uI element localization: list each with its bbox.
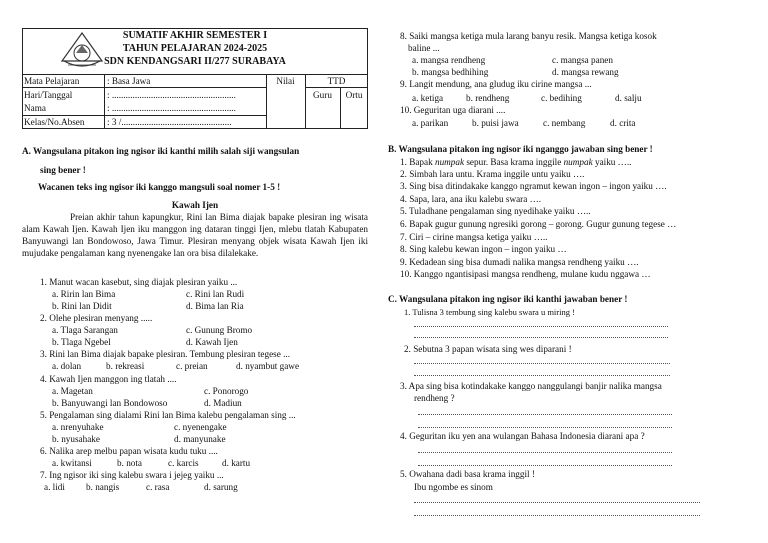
answer-line[interactable] bbox=[414, 502, 700, 503]
essay-b-1 bbox=[400, 156, 631, 168]
section-c-heading: C. Wangsulana pitakon ing ngisor iki kanthi jawaban bener ! bbox=[388, 294, 628, 304]
essay-c-4: 4. Geguritan iku yen ana wulangan Bahasa Indonesia diarani apa ? bbox=[400, 431, 645, 441]
essay-c-1: 1. Tulisna 3 tembung sing kalebu swara u miring ! bbox=[404, 307, 575, 317]
q3-option-b[interactable]: b. rekreasi bbox=[106, 361, 145, 371]
q5-option-d[interactable]: d. manyunake bbox=[174, 434, 226, 444]
question-9: 9. Langit mendung, ana gludug iku cirine mangsa ... bbox=[400, 79, 592, 89]
q2-option-b[interactable]: b. Tlaga Ngebel bbox=[52, 337, 111, 347]
essay-b-3: 3. Sing bisa ditindakake kanggo ngramut kewan ingon – ingon yaiku …. bbox=[400, 181, 667, 191]
field-label-class: Kelas/No.Absen bbox=[24, 117, 85, 127]
q9-option-a[interactable]: a. ketiga bbox=[412, 93, 444, 103]
q10-option-d[interactable]: d. crita bbox=[610, 118, 636, 128]
question-2: 2. Olehe plesiran menyang ..... bbox=[40, 313, 153, 323]
nilai-label: Nilai bbox=[276, 76, 295, 86]
question-6: 6. Nalika arep melbu papan wisata kudu tuku .... bbox=[40, 446, 218, 456]
story-title: Kawah Ijen bbox=[171, 200, 219, 210]
q6-option-c[interactable]: c. karcis bbox=[168, 458, 199, 468]
q8-option-b[interactable]: b. mangsa bedhihing bbox=[412, 67, 489, 77]
q9-option-c[interactable]: c. bedihing bbox=[541, 93, 582, 103]
q5-option-a[interactable]: a. nrenyuhake bbox=[52, 422, 104, 432]
essay-c-3: 3. Apa sing bisa kotindakake kanggo nanggulangi banjir nalika mangsa bbox=[400, 381, 662, 391]
essay-c-2: 2. Sebutna 3 papan wisata sing wes diparani ! bbox=[404, 344, 572, 354]
q6-option-d[interactable]: d. kartu bbox=[222, 458, 251, 468]
essay-b-4: 4. Sapa, lara, ana iku kalebu swara …. bbox=[400, 194, 542, 204]
guru-label: Guru bbox=[313, 90, 332, 100]
q4-option-d[interactable]: d. Madiun bbox=[204, 398, 242, 408]
field-label-subject: Mata Pelajaran bbox=[24, 76, 80, 86]
q2-option-a[interactable]: a. Tlaga Sarangan bbox=[52, 325, 118, 335]
q9-option-d[interactable]: d. salju bbox=[615, 93, 642, 103]
reading-instruction: Wacanen teks ing ngisor iki kanggo mangsuli soal nomer 1-5 ! bbox=[38, 182, 281, 192]
essay-b-1-emph: numpak bbox=[434, 157, 465, 167]
label-column-divider bbox=[104, 74, 105, 129]
school-name: SDN KENDANGSARI II/277 SURABAYA bbox=[104, 56, 286, 67]
essay-c-5-sentence: Ibu ngombe es sinom bbox=[414, 482, 493, 492]
field-row-divider bbox=[22, 87, 266, 88]
q5-option-b[interactable]: b. nyusahake bbox=[52, 434, 100, 444]
q8-option-c[interactable]: c. mangsa panen bbox=[552, 55, 613, 65]
q6-option-a[interactable]: a. kwitansi bbox=[52, 458, 92, 468]
q2-option-d[interactable]: d. Kawah Ijen bbox=[186, 337, 238, 347]
question-5: 5. Pengalaman sing dialami Rini lan Bima kalebu pengalaman sing ... bbox=[40, 410, 296, 420]
q6-option-b[interactable]: b. nota bbox=[117, 458, 143, 468]
answer-line[interactable] bbox=[414, 326, 668, 327]
essay-b-7: 7. Ciri – cirine mangsa ketiga yaiku ….. bbox=[400, 232, 548, 242]
section-b-heading: B. Wangsulana pitakon ing ngisor iki nganggo jawaban sing bener ! bbox=[388, 144, 653, 154]
q1-option-a[interactable]: a. Ririn lan Bima bbox=[52, 289, 116, 299]
field-value-subject: : Basa Jawa bbox=[107, 76, 151, 86]
essay-b-1-mid: sepur. Basa krama inggile bbox=[464, 157, 564, 167]
section-a-heading-cont: sing bener ! bbox=[40, 165, 86, 175]
question-8-cont: baline ... bbox=[408, 43, 440, 53]
q3-option-d[interactable]: d. nyambut gawe bbox=[236, 361, 300, 371]
section-a-heading: A. Wangsulana pitakon ing ngisor iki kanthi milih salah siji wangsulan bbox=[22, 146, 300, 156]
school-year: TAHUN PELAJARAN 2024-2025 bbox=[122, 43, 268, 54]
essay-c-5: 5. Owahana dadi basa krama inggil ! bbox=[400, 469, 535, 479]
answer-line[interactable] bbox=[414, 515, 700, 516]
essay-b-10: 10. Kanggo ngantisipasi mangsa rendheng, mulane kudu nggawa … bbox=[400, 269, 651, 279]
field-value-name[interactable]: : ...................................................... bbox=[107, 103, 236, 113]
essay-b-8: 8. Sing kalebu kewan ingon – ingon yaiku … bbox=[400, 244, 567, 254]
answer-line[interactable] bbox=[418, 465, 672, 466]
essay-b-1-emph2: numpak bbox=[563, 157, 593, 167]
answer-line[interactable] bbox=[414, 337, 668, 338]
ortu-label: Ortu bbox=[345, 90, 363, 100]
field-label-date: Hari/Tanggal bbox=[24, 90, 73, 100]
q10-option-c[interactable]: c. nembang bbox=[543, 118, 586, 128]
question-8: 8. Saiki mangsa ketiga mula larang banyu resik. Mangsa ketiga kosok bbox=[400, 31, 657, 41]
field-label-name: Nama bbox=[24, 103, 46, 113]
q10-option-b[interactable]: b. puisi jawa bbox=[472, 118, 519, 128]
field-value-class[interactable]: : 3 /................................................ bbox=[107, 117, 232, 127]
q1-option-d[interactable]: d. Bima lan Ria bbox=[186, 301, 244, 311]
field-value-date[interactable]: : ...................................................... bbox=[107, 90, 236, 100]
q4-option-b[interactable]: b. Banyuwangi lan Bondowoso bbox=[52, 398, 168, 408]
q1-option-c[interactable]: c. Rini lan Rudi bbox=[186, 289, 245, 299]
question-7: 7. Ing ngisor iki sing kalebu swara i jejeg yaiku ... bbox=[40, 470, 224, 480]
essay-b-1-end: yaiku ….. bbox=[592, 157, 632, 167]
q8-option-d[interactable]: d. mangsa rewang bbox=[552, 67, 619, 77]
answer-line[interactable] bbox=[418, 414, 672, 415]
q3-option-a[interactable]: a. dolan bbox=[52, 361, 82, 371]
question-10: 10. Geguritan uga diarani .... bbox=[400, 105, 506, 115]
q1-option-b[interactable]: b. Rini lan Didit bbox=[52, 301, 112, 311]
essay-b-9: 9. Kedadean sing bisa dumadi nalika mangsa rendheng yaiku …. bbox=[400, 257, 639, 267]
answer-line[interactable] bbox=[418, 452, 672, 453]
q10-option-a[interactable]: a. parikan bbox=[412, 118, 449, 128]
question-4: 4. Kawah Ijen manggon ing tlatah .... bbox=[40, 374, 177, 384]
essay-b-5: 5. Tuladhane pengalaman sing nyedihake yaiku ….. bbox=[400, 206, 591, 216]
q7-option-d[interactable]: d. sarung bbox=[204, 482, 238, 492]
essay-b-1-prefix: 1. Bapak bbox=[400, 157, 435, 167]
q3-option-c[interactable]: c. preian bbox=[176, 361, 208, 371]
q5-option-c[interactable]: c. nyenengake bbox=[174, 422, 227, 432]
q7-option-b[interactable]: b. nangis bbox=[86, 482, 120, 492]
question-3: 3. Rini lan Bima diajak bapake plesiran. Tembung plesiran tegese ... bbox=[40, 349, 290, 359]
ttd-label: TTD bbox=[327, 76, 346, 86]
q8-option-a[interactable]: a. mangsa rendheng bbox=[412, 55, 486, 65]
answer-line[interactable] bbox=[414, 375, 670, 376]
q7-option-a[interactable]: a. lidi bbox=[44, 482, 65, 492]
q2-option-c[interactable]: c. Gunung Bromo bbox=[186, 325, 253, 335]
story-text: Preian akhir tahun kapungkur, Rini lan Bima diajak bapake plesiran ing wisata alam Kawah Ijen. Kawah Ijen iku manggon ing dataran tinggi Ijen, mlebu tlatah Kabupaten Banyuwangi lan Bondowoso, Jawa Timur. Plesiran menyang objek wisata Kawah Ijen iki mujudake pengalaman kang nyenengake lan ora bisa dilalekake. bbox=[22, 212, 368, 258]
exam-title: SUMATIF AKHIR SEMESTER I bbox=[122, 30, 268, 41]
q4-option-c[interactable]: c. Ponorogo bbox=[204, 386, 249, 396]
essay-b-6: 6. Bapak gugur gunung ngresiki gorong – gorong. Gugur gunung tegese … bbox=[400, 219, 677, 229]
essay-c-3-cont: rendheng ? bbox=[414, 393, 455, 403]
ttd-subheader-divider bbox=[305, 87, 368, 88]
question-1: 1. Manut wacan kasebut, sing diajak plesiran yaiku ... bbox=[40, 277, 238, 287]
q9-option-b[interactable]: b. rendheng bbox=[466, 93, 510, 103]
essay-b-2: 2. Simbah lara untu. Krama inggile untu yaiku …. bbox=[400, 169, 585, 179]
q4-option-a[interactable]: a. Magetan bbox=[52, 386, 93, 396]
answer-line[interactable] bbox=[418, 427, 672, 428]
q7-option-c[interactable]: c. rasa bbox=[146, 482, 170, 492]
answer-line[interactable] bbox=[414, 363, 670, 364]
